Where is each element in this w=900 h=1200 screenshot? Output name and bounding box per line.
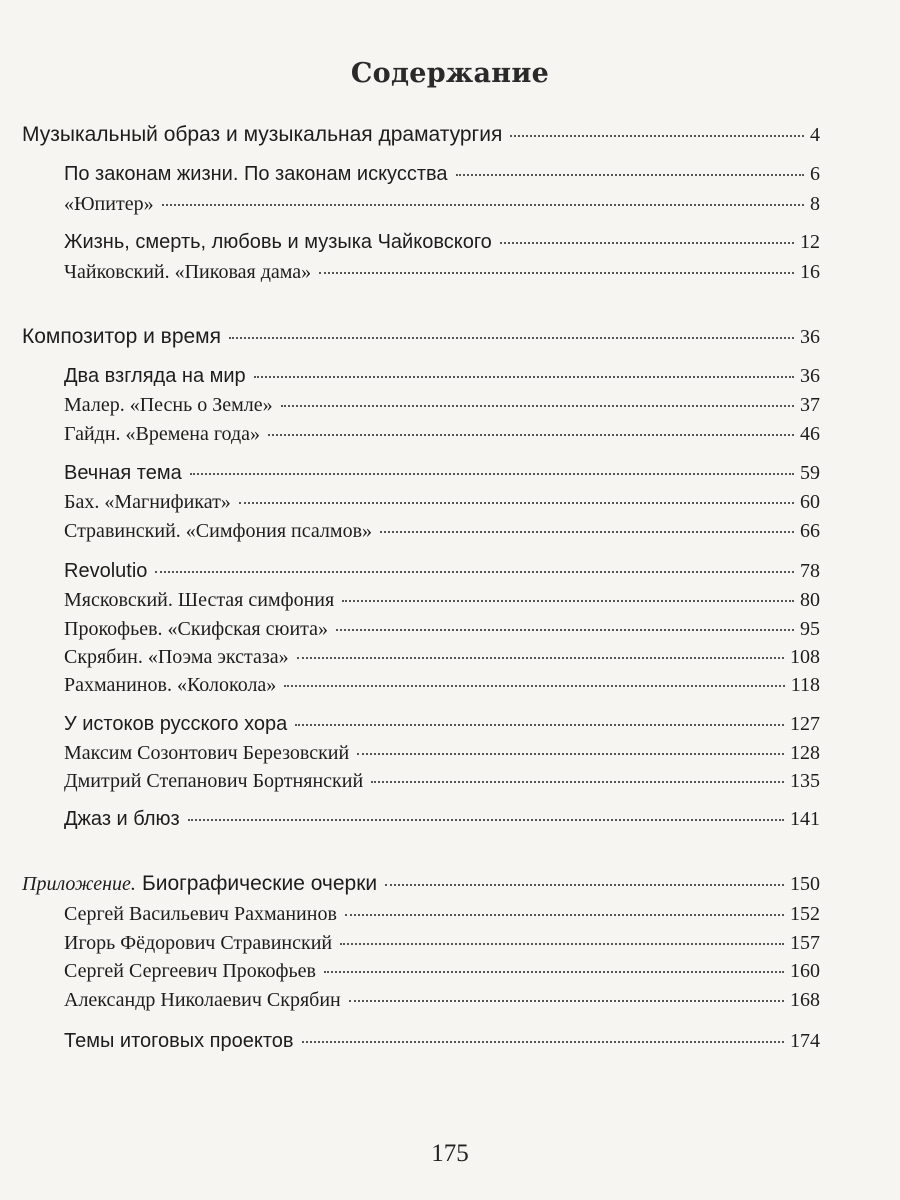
- toc-entry-page: 108: [790, 646, 820, 668]
- dot-leader: [297, 657, 784, 659]
- toc-entry-page: 36: [800, 365, 820, 387]
- dot-leader: [281, 405, 794, 407]
- toc-entry-title: Мясковский. Шестая симфония: [64, 589, 335, 611]
- dot-leader: [342, 600, 794, 602]
- toc-entry-page: 78: [800, 560, 820, 582]
- dot-leader: [340, 943, 784, 945]
- toc-entry-page: 160: [790, 960, 820, 982]
- toc-entry-title: Малер. «Песнь о Земле»: [64, 394, 273, 416]
- toc-entry-title: Биографические очерки: [141, 872, 378, 895]
- toc-entry: [64, 932, 820, 955]
- toc-entry-title: Revolutio: [64, 560, 148, 582]
- dot-leader: [188, 819, 784, 821]
- toc-entry-page: 150: [790, 873, 820, 895]
- toc-entry: [64, 193, 820, 216]
- toc-entry: [64, 423, 820, 446]
- toc-entry-title: Музыкальный образ и музыкальная драматургия: [22, 123, 503, 146]
- toc-entry: [22, 325, 820, 349]
- toc-entry-title: Вечная тема: [64, 462, 182, 484]
- toc-entry: [64, 462, 820, 485]
- dot-leader: [302, 1041, 784, 1043]
- toc-entry-page: 59: [800, 462, 820, 484]
- toc-entry: [64, 163, 820, 186]
- toc-entry-page: 174: [790, 1030, 820, 1052]
- toc-entry-title: Сергей Сергеевич Прокофьев: [64, 960, 316, 982]
- toc-entry-title: Прокофьев. «Скифская сюита»: [64, 618, 329, 640]
- toc-entry-page: 8: [810, 193, 820, 215]
- dot-leader: [268, 434, 794, 436]
- page-number: 175: [431, 1140, 469, 1167]
- dot-leader: [162, 204, 804, 206]
- toc-entry-title: Александр Николаевич Скрябин: [64, 989, 341, 1011]
- toc-entry: [64, 646, 820, 669]
- toc-entry-title: Дмитрий Степанович Бортнянский: [64, 770, 364, 792]
- toc-entry-page: 128: [790, 742, 820, 764]
- dot-leader: [500, 242, 794, 244]
- toc-entry-page: 127: [790, 713, 820, 735]
- dot-leader: [385, 884, 784, 886]
- toc-entry: [64, 808, 820, 831]
- toc-entry: [22, 872, 820, 896]
- toc-entry-page: 168: [790, 989, 820, 1011]
- toc-entry-page: 36: [800, 326, 820, 348]
- toc-entry: [64, 365, 820, 388]
- toc-entry-title: Стравинский. «Симфония псалмов»: [64, 520, 373, 542]
- toc-entry: [64, 261, 820, 284]
- toc-entry-title: Скрябин. «Поэма экстаза»: [64, 646, 289, 668]
- toc-entry-page: 152: [790, 903, 820, 925]
- toc-entry: [64, 903, 820, 926]
- toc-entry-page: 4: [810, 124, 820, 146]
- dot-leader: [349, 1000, 784, 1002]
- toc-entry: [64, 560, 820, 583]
- dot-leader: [380, 531, 794, 533]
- toc-entry: [64, 742, 820, 765]
- dot-leader: [284, 685, 784, 687]
- toc-entry-title: Гайдн. «Времена года»: [64, 423, 261, 445]
- toc-entry-title: «Юпитер»: [64, 193, 154, 215]
- toc-entry-title: Темы итоговых проектов: [64, 1030, 294, 1052]
- dot-leader: [319, 272, 794, 274]
- toc-entry: [64, 960, 820, 983]
- dot-leader: [324, 971, 784, 973]
- dot-leader: [371, 781, 784, 783]
- dot-leader: [155, 571, 794, 573]
- dot-leader: [229, 337, 794, 339]
- toc-entry: [64, 713, 820, 736]
- dot-leader: [190, 473, 794, 475]
- dot-leader: [254, 376, 794, 378]
- toc-entry-title: У истоков русского хора: [64, 713, 288, 735]
- toc-entry: [64, 618, 820, 641]
- toc-entry-page: 141: [790, 808, 820, 830]
- dot-leader: [336, 629, 794, 631]
- toc-entry: [22, 123, 820, 147]
- toc-entry-page: 66: [800, 520, 820, 542]
- toc-entry-title: Жизнь, смерть, любовь и музыка Чайковского: [64, 231, 492, 253]
- toc-entry-page: 135: [790, 770, 820, 792]
- dot-leader: [357, 753, 784, 755]
- toc-entry-page: 6: [810, 163, 820, 185]
- toc-entry-title: Чайковский. «Пиковая дама»: [64, 261, 312, 283]
- toc-entry-page: 37: [800, 394, 820, 416]
- toc-entry-page: 16: [800, 261, 820, 283]
- toc-entry-title: Игорь Фёдорович Стравинский: [64, 932, 333, 954]
- toc-entry-title: Сергей Васильевич Рахманинов: [64, 903, 337, 925]
- toc-entry: [64, 674, 820, 697]
- toc-entry-title: Максим Созонтович Березовский: [64, 742, 350, 764]
- toc-entry: [64, 394, 820, 417]
- toc-entry-title: Джаз и блюз: [64, 808, 180, 830]
- toc-entry-title: Рахманинов. «Колокола»: [64, 674, 277, 696]
- toc-entry-title: По законам жизни. По законам искусства: [64, 163, 448, 185]
- toc-entry: [64, 770, 820, 793]
- dot-leader: [295, 724, 784, 726]
- dot-leader: [510, 135, 804, 137]
- toc-entry-page: 80: [800, 589, 820, 611]
- toc-entry: [64, 520, 820, 543]
- toc-entry: [64, 589, 820, 612]
- toc-entry-page: 95: [800, 618, 820, 640]
- toc-entry-page: 12: [800, 231, 820, 253]
- toc-entry-page: 60: [800, 491, 820, 513]
- toc-entry: [64, 491, 820, 514]
- toc-entry-page: 118: [790, 674, 820, 696]
- toc-entry-title: Композитор и время: [22, 325, 221, 348]
- page-title: Содержание: [350, 58, 550, 89]
- dot-leader: [456, 174, 805, 176]
- toc-entry: [64, 989, 820, 1012]
- toc-entry-prefix: Приложение.: [22, 873, 136, 895]
- toc-entry-page: 157: [790, 932, 820, 954]
- dot-leader: [345, 914, 784, 916]
- toc-entry-title: Бах. «Магнификат»: [64, 491, 231, 513]
- dot-leader: [239, 502, 794, 504]
- toc-entry-page: 46: [800, 423, 820, 445]
- toc-entry: [64, 231, 820, 254]
- toc-entry-title: Два взгляда на мир: [64, 365, 246, 387]
- toc-entry: [64, 1030, 820, 1053]
